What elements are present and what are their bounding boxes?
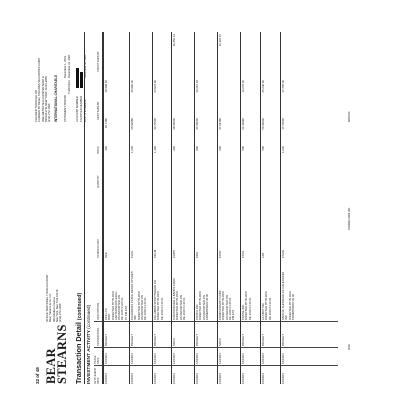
description-line: PM EST (231, 309, 236, 320)
price-cell: 17.70000 (281, 118, 285, 130)
description-cell (131, 271, 147, 320)
description-line: DIRECTED BY BLOCK (221, 290, 226, 320)
description-line: AS REPORTED ON (139, 295, 144, 320)
page-title-continued: (continued) (77, 292, 83, 321)
page-number: 32 of 48 (35, 367, 40, 384)
row-rule (240, 32, 241, 384)
symbol-cell: PSUN (281, 250, 285, 258)
title-rule (84, 32, 85, 384)
description-line: AS REPORTED ON (224, 295, 229, 320)
description-line: DE 1000 01:10 01 (143, 297, 148, 320)
through-date: December 31, 2001 (68, 54, 71, 78)
section-heading-main: INVESTMENT ACTIVITY (87, 330, 92, 384)
transaction-type-cell: BOUGHT (153, 334, 157, 346)
row-rule (260, 32, 261, 384)
last-statement-date: November 30, 2001 (84, 54, 87, 78)
statement-period: December 1, 2001 (64, 55, 67, 78)
col-transaction: TRANSACTION (97, 328, 100, 346)
column-divider (94, 321, 338, 322)
price-cell: 33.72500 (153, 118, 157, 130)
row-rule (280, 32, 281, 384)
trade-date-cell: 12/01/01 (261, 353, 265, 364)
transaction-type-cell: SOLD (172, 338, 176, 346)
last-statement-label: LAST STATEMENT (84, 98, 87, 122)
description-line: INC (133, 315, 138, 320)
settlement-date-cell: 12/04/01 (195, 373, 199, 384)
column-divider (94, 365, 338, 366)
settlement-date-cell: 12/04/01 (241, 373, 245, 384)
description-line: CHILDRENS PLACE RETAIL STORES (130, 271, 134, 320)
description-line: DIRECTED BY BLOCK (264, 290, 269, 320)
description-cell (154, 280, 164, 320)
quantity-cell: 1,000 (281, 146, 285, 153)
transaction-type-cell: BOUGHT (281, 334, 285, 346)
settlement-date-cell: 12/04/01 (261, 373, 265, 384)
quantity-cell: -300 (218, 146, 222, 152)
description-line: COLUMBIA SPORTSWEAR CO (153, 279, 157, 320)
firm-address-line: 383 Madison Avenue (52, 296, 56, 322)
clearing-line: CLEARED THROUGH OR (35, 90, 38, 122)
logo-line-2: STEARNS (55, 324, 69, 384)
clearing-line: CARRIED BY BEAR, STEARNS SECURITIES CORP. (38, 57, 42, 122)
symbol-cell: LZB (261, 252, 265, 258)
description-line: DIRECTED BY BLOCK (244, 290, 249, 320)
debit-amount-cell: 10,676.30 (241, 80, 245, 93)
description-cell (242, 291, 252, 320)
logo-line-1: BEAR (44, 348, 58, 384)
price-cell: 37.69180 (218, 118, 222, 130)
debit-amount-cell: 25,996.00 (130, 80, 134, 93)
quantity-cell: -400 (172, 146, 176, 152)
description-line: DE 1000 01:10 01 (247, 297, 252, 320)
description-cell (105, 291, 128, 320)
description-line: DIRECTED BY BLOCK (175, 290, 180, 320)
description-line: FOSSIL INC (241, 304, 245, 320)
statement-sheet (30, 30, 360, 390)
redacted-account-number (76, 68, 79, 88)
firm-address (46, 274, 62, 322)
col-debit-amount: DEBIT AMOUNT (97, 101, 100, 120)
firm-address-line: (212) 272-2000 (59, 303, 63, 322)
settlement-date-cell: 12/04/01 (153, 373, 157, 384)
description-line: INC (284, 315, 289, 320)
quantity-cell: 800 (195, 146, 199, 151)
transaction-type-cell: BOUGHT (261, 334, 265, 346)
description-line: DE 1000 01:45 01 (227, 297, 232, 320)
settlement-date-cell: 12/04/01 (172, 373, 176, 384)
row-rule (103, 32, 104, 384)
firm-logo (46, 324, 68, 384)
row-rule (217, 32, 218, 384)
description-line: AS REPORTED ON (178, 295, 183, 320)
symbol-cell: CHBS (172, 250, 176, 258)
description-line: COMPUCREDIT CORP (218, 290, 222, 320)
description-line: COMMISSION 45.00 (204, 293, 209, 320)
trade-date-cell: 12/01/01 (281, 353, 285, 364)
description-line: DE 1000 01:00 01 (120, 297, 125, 320)
row-rule (171, 32, 172, 384)
debit-amount-cell: 30,215.18 (195, 80, 199, 93)
price-cell: 25.91980 (130, 118, 134, 130)
description-line: DE 1000 01:10 01 (181, 297, 186, 320)
transaction-type-cell: BOUGHT (241, 334, 245, 346)
clearing-line: (212) 272-1000 (48, 103, 52, 122)
price-cell: 28.68000 (172, 118, 176, 130)
section-heading (87, 305, 92, 384)
col-trade-date: TRADE DATE (94, 355, 100, 364)
description-line: DIRECTED BY BLOCK (198, 290, 203, 320)
symbol-cell: CCRT (218, 250, 222, 258)
settlement-date-cell: 12/04/01 (281, 373, 285, 384)
symbol-cell: COLM (153, 249, 157, 258)
description-line: DE 1000 01:10 01 (267, 297, 272, 320)
column-header-row (94, 30, 102, 390)
symbol-cell: ACE (104, 252, 108, 258)
description-line: PACIFIC SUNWEAR OF CALIFORNIA (281, 271, 285, 320)
description-line: DIRECTED BY BLOCK (110, 290, 115, 320)
col-settlement-date: SETTLEMENT DATE (94, 367, 100, 384)
description-cell (219, 290, 235, 320)
debit-amount-cell: 43,937.00 (153, 80, 157, 93)
firm-address-line: New York, New York 10179 (55, 289, 59, 322)
description-line: CHRISTOPHER & BANKS CORP (172, 277, 176, 320)
taxpayer-number-label: TAXPAYER NUMBER (80, 95, 83, 122)
footer-right: DI18 (348, 344, 351, 350)
page-title (74, 293, 83, 384)
trade-date-cell: 12/03/01 (130, 353, 134, 364)
through-label: THROUGH (68, 80, 71, 94)
col-symbol-cusip: SYMBOL/CUSIP (97, 239, 100, 258)
description-cell (196, 291, 209, 320)
quantity-cell: 1,300 (153, 146, 157, 153)
transaction-type-cell: BOUGHT (195, 334, 199, 346)
settlement-date-cell: 12/05/01 (104, 373, 108, 384)
trade-date-cell: 12/01/01 (241, 353, 245, 364)
price-cell: 21.33990 (241, 118, 245, 130)
clearing-line: BROOKLYN, NEW YORK 11201-3859 (44, 76, 48, 122)
trade-date-cell: 12/01/01 (218, 353, 222, 364)
description-line: ORD (107, 313, 112, 320)
col-description: DESCRIPTION (97, 302, 100, 320)
account-number-label: ACCOUNT NUMBER (76, 96, 79, 122)
transaction-type-cell: BOUGHT (130, 334, 134, 346)
description-line: COACH INC (195, 304, 199, 320)
description-cell (262, 291, 272, 320)
credit-amount-cell: 11,322.15 (218, 34, 222, 47)
footer-left: 6/9/2014 (348, 111, 351, 122)
row-rule (194, 32, 195, 384)
description-cell (173, 278, 186, 320)
description-line: ACE LTD (104, 308, 108, 320)
description-line: DE 1000 01:10 01 (159, 297, 164, 320)
col-price: PRICE (97, 146, 100, 154)
trade-date-cell: 12/03/01 (104, 353, 108, 364)
trade-date-cell: 12/01/01 (195, 353, 199, 364)
row-rule (152, 32, 153, 384)
price-cell: 50.40000 (261, 118, 265, 130)
price-cell: 37.68000 (195, 118, 199, 130)
statement-period-label: STATEMENT PERIOD (64, 95, 67, 122)
footer-middle: 0104002-0004 001 (348, 207, 351, 230)
description-line: DIRECTED BY BLOCK (156, 290, 161, 320)
firm-address-line: OFFICE SERVICING YOUR ACCOUNT (46, 274, 49, 322)
clearing-line: ONE METROTECH CENTER NORTH (41, 76, 45, 122)
section-heading-continued: (continued) (87, 304, 92, 329)
row-rule (129, 32, 130, 384)
quantity-cell: 500 (241, 146, 245, 151)
page-title-main: Transaction Detail (74, 322, 83, 384)
symbol-cell: FOSL (241, 250, 245, 258)
description-line: DIRECTED BY BLOCK (287, 290, 292, 320)
transaction-type-cell: BOUGHT (104, 334, 108, 346)
description-line: 15 PM EST (123, 305, 128, 320)
quantity-cell: 500 (261, 146, 265, 151)
clearing-info (35, 58, 51, 122)
price-cell: 36.7180 (104, 118, 108, 129)
col-credit-amount: CREDIT AMOUNT (97, 51, 100, 72)
settlement-date-cell: 12/04/01 (218, 373, 222, 384)
debit-amount-cell: 18,499.62 (104, 80, 108, 93)
credit-amount-cell: 11,456.61 (172, 34, 176, 47)
description-line: AS REPORTED ON (117, 295, 122, 320)
symbol-cell: COH (195, 251, 199, 258)
description-line: LANTERNCOW EXCH (113, 291, 118, 320)
description-line: LA ZBOY INC (261, 302, 265, 320)
debit-amount-cell: 25,240.00 (261, 80, 265, 93)
description-line: DIRECTED BY BLOCK (136, 290, 141, 320)
quantity-cell: 400 (104, 146, 108, 151)
trade-date-cell: 12/01/01 (172, 353, 176, 364)
quantity-cell: 1,000 (130, 146, 134, 153)
description-line: COMMISSION 60.00 (290, 293, 295, 320)
column-divider (94, 347, 338, 348)
symbol-cell: PLCE (130, 250, 134, 258)
settlement-date-cell: 12/05/01 (130, 373, 134, 384)
transaction-type-cell: SOLD (218, 338, 222, 346)
description-cell (282, 272, 295, 320)
trade-date-cell: 12/01/01 (153, 353, 157, 364)
col-quantity: QUANTITY (97, 175, 100, 188)
client-name: INTERNATIONAL CHARITABLE (54, 74, 58, 122)
firm-address-line: Bear, Stearns & Co. Inc. (49, 293, 53, 322)
debit-amount-cell: 17,765.00 (281, 80, 285, 93)
description-line: AS REPORTED ON (201, 295, 206, 320)
redacted-taxpayer-number (80, 72, 83, 88)
